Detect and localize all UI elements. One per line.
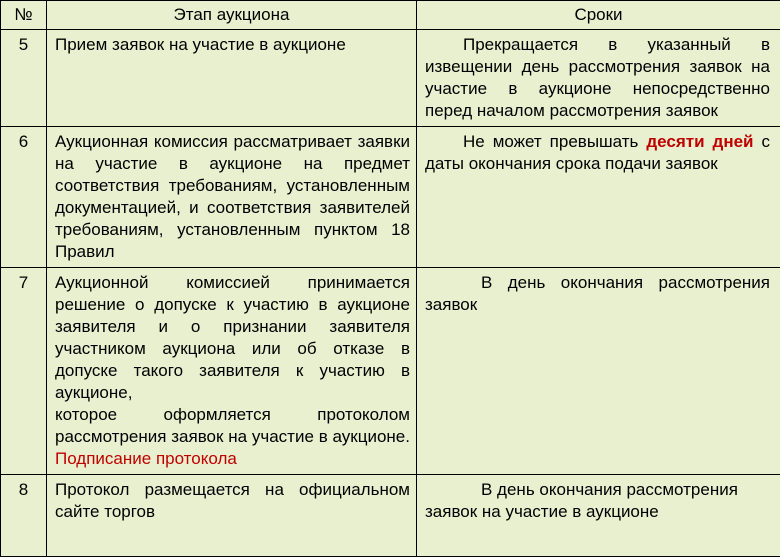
header-term: Сроки	[417, 1, 780, 30]
row-term	[417, 268, 780, 475]
row-term	[417, 30, 780, 127]
row-number: 8	[1, 475, 47, 557]
row-term	[417, 127, 780, 268]
table-row	[1, 475, 780, 557]
row-stage: Аукционная комиссия рассматривает заявки на участие в аукционе на предмет соответствия требованиям, установленным документацией, и соответствия заявителей требованиям, установленным пунктом 18 Правил	[47, 127, 417, 268]
row-stage: Прием заявок на участие в аукционе	[47, 30, 417, 127]
header-number: №	[1, 1, 47, 30]
row-term-text: В день окончания рассмотрения заявок	[425, 273, 770, 314]
header-row	[1, 1, 780, 30]
row-term-text: Не может превышать	[463, 132, 646, 151]
row-stage: Протокол размещается на официальном сайте торгов	[47, 475, 417, 557]
table-row	[1, 268, 780, 475]
stage-highlight: Подписание протокола	[55, 449, 237, 468]
row-number: 6	[1, 127, 47, 268]
row-stage	[47, 268, 417, 475]
term-highlight: десяти дней	[646, 132, 753, 151]
table-row	[1, 30, 780, 127]
row-number: 7	[1, 268, 47, 475]
row-term-text: Прекращается в указанный в извещении день рассмотрения заявок на участие в аукционе непосредственно перед началом рассмотрения заявок	[425, 35, 770, 120]
row-term-text: с даты окончания срока подачи заявок	[425, 132, 770, 173]
row-number: 5	[1, 30, 47, 127]
row-term	[417, 475, 780, 557]
table-row	[1, 127, 780, 268]
header-stage: Этап аукциона	[47, 1, 417, 30]
row-term-text: В день окончания рассмотрения заявок на участие в аукционе	[425, 480, 738, 521]
row-stage-text: которое оформляется протоколом рассмотрения заявок на участие в аукционе.	[55, 405, 410, 446]
row-stage-text: Аукционной комиссией принимается решение о допуске к участию в аукционе заявителя и о признании заявителя участником аукциона или об отказе в допуске такого заявителя к участию в аукционе,	[55, 273, 410, 402]
